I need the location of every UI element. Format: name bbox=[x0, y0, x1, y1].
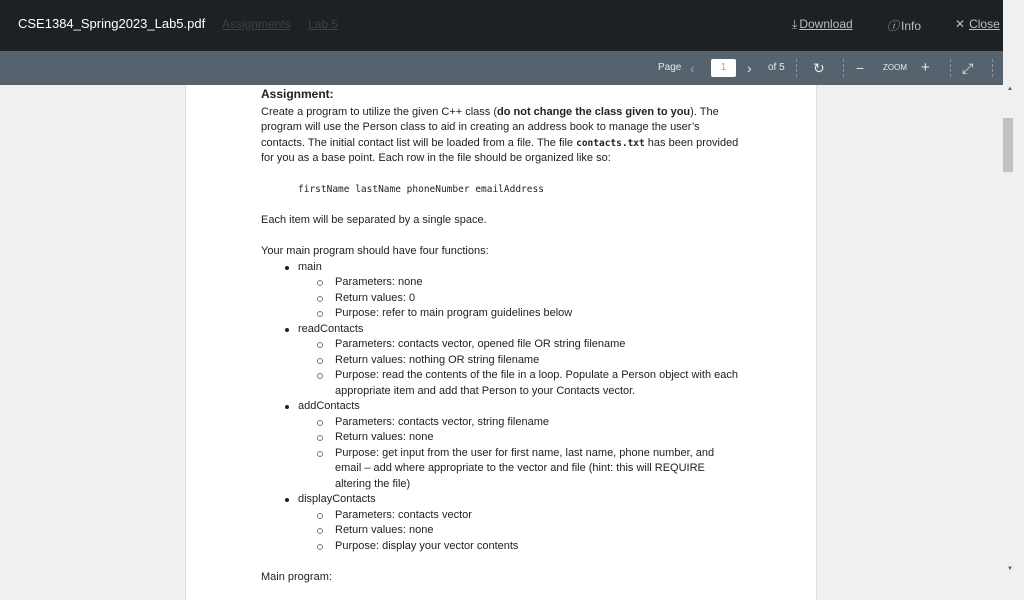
function-detail: Parameters: none bbox=[261, 275, 741, 291]
breadcrumb-lab5[interactable]: Lab 5 bbox=[308, 17, 339, 31]
scroll-up-icon[interactable]: ▲ bbox=[1007, 86, 1013, 92]
function-item: addContacts bbox=[261, 399, 741, 415]
zoom-label: ZOOM bbox=[883, 63, 907, 72]
function-detail: Return values: 0 bbox=[261, 291, 741, 307]
viewer-header bbox=[0, 0, 1003, 51]
fullscreen-icon[interactable]: ⤢ bbox=[962, 60, 974, 76]
close-button[interactable]: ✕ Close bbox=[955, 17, 1000, 31]
info-icon: ⓘ bbox=[887, 19, 900, 33]
divider bbox=[796, 59, 797, 77]
function-detail: Return values: nothing OR string filename bbox=[261, 353, 741, 369]
function-item: readContacts bbox=[261, 322, 741, 338]
function-detail: Return values: none bbox=[261, 523, 741, 539]
scrollbar[interactable] bbox=[1003, 0, 1024, 576]
function-detail: Return values: none bbox=[261, 430, 741, 446]
scrollbar-thumb[interactable] bbox=[1003, 118, 1013, 172]
function-detail: Purpose: read the contents of the file in a loop. Populate a Person object with each appropriate item and add that Person to your Contacts vector. bbox=[261, 368, 741, 399]
divider bbox=[992, 59, 993, 77]
function-detail: Purpose: display your vector contents bbox=[261, 539, 741, 555]
scroll-down-icon[interactable]: ▼ bbox=[1007, 566, 1013, 572]
document-body bbox=[261, 74, 741, 585]
zoom-out-icon[interactable]: − bbox=[856, 60, 865, 76]
divider bbox=[950, 59, 951, 77]
function-detail: Parameters: contacts vector, opened file OR string filename bbox=[261, 337, 741, 353]
function-detail: Parameters: contacts vector, string filename bbox=[261, 415, 741, 431]
zoom-in-icon[interactable]: + bbox=[921, 59, 930, 76]
breadcrumb-assignments[interactable]: Assignments bbox=[222, 17, 291, 31]
download-button[interactable]: ⤓ Download bbox=[792, 17, 853, 31]
pdf-toolbar bbox=[0, 51, 1003, 85]
functions-intro: Your main program should have four functions: bbox=[261, 245, 489, 257]
function-detail: Purpose: get input from the user for first name, last name, phone number, and email – add where appropriate to the vector and file (hint: this will REQUIRE altering the file) bbox=[261, 446, 741, 493]
pdf-page bbox=[185, 60, 817, 600]
next-page-icon[interactable]: › bbox=[747, 60, 752, 76]
page-label: Page bbox=[658, 62, 682, 73]
breadcrumb bbox=[222, 17, 352, 31]
divider bbox=[843, 59, 844, 77]
info-button[interactable]: ⓘ Info bbox=[887, 19, 922, 33]
function-item: main bbox=[261, 260, 741, 276]
download-icon: ⤓ bbox=[792, 17, 798, 31]
function-detail: Purpose: refer to main program guidelines below bbox=[261, 306, 741, 322]
page-number-input[interactable]: 1 bbox=[711, 59, 736, 77]
rotate-icon[interactable]: ↻ bbox=[813, 60, 825, 76]
main-program-heading: Main program: bbox=[261, 570, 332, 583]
page-count: of 5 bbox=[768, 62, 785, 73]
function-detail: Parameters: contacts vector bbox=[261, 508, 741, 524]
document-title: CSE1384_Spring2023_Lab5.pdf bbox=[18, 16, 206, 31]
close-icon: ✕ bbox=[955, 17, 966, 31]
section-heading: Assignment: bbox=[261, 87, 334, 101]
function-item: displayContacts bbox=[261, 492, 741, 508]
prev-page-icon[interactable]: ‹ bbox=[690, 60, 695, 76]
intro-paragraph: Create a program to utilize the given C++ class (do not change the class given to you). The program will use the Person class to aid in creating an address book to manage the user’s contacts. The initial contact list will be loaded from a file. The file contacts.txt has been provided for you as a base point. Each row in the file should be organized like so: bbox=[261, 105, 739, 164]
function-list bbox=[261, 260, 741, 555]
separator-note: Each item will be separated by a single space. bbox=[261, 214, 487, 226]
format-example: firstName lastName phoneNumber emailAddress bbox=[298, 184, 544, 195]
